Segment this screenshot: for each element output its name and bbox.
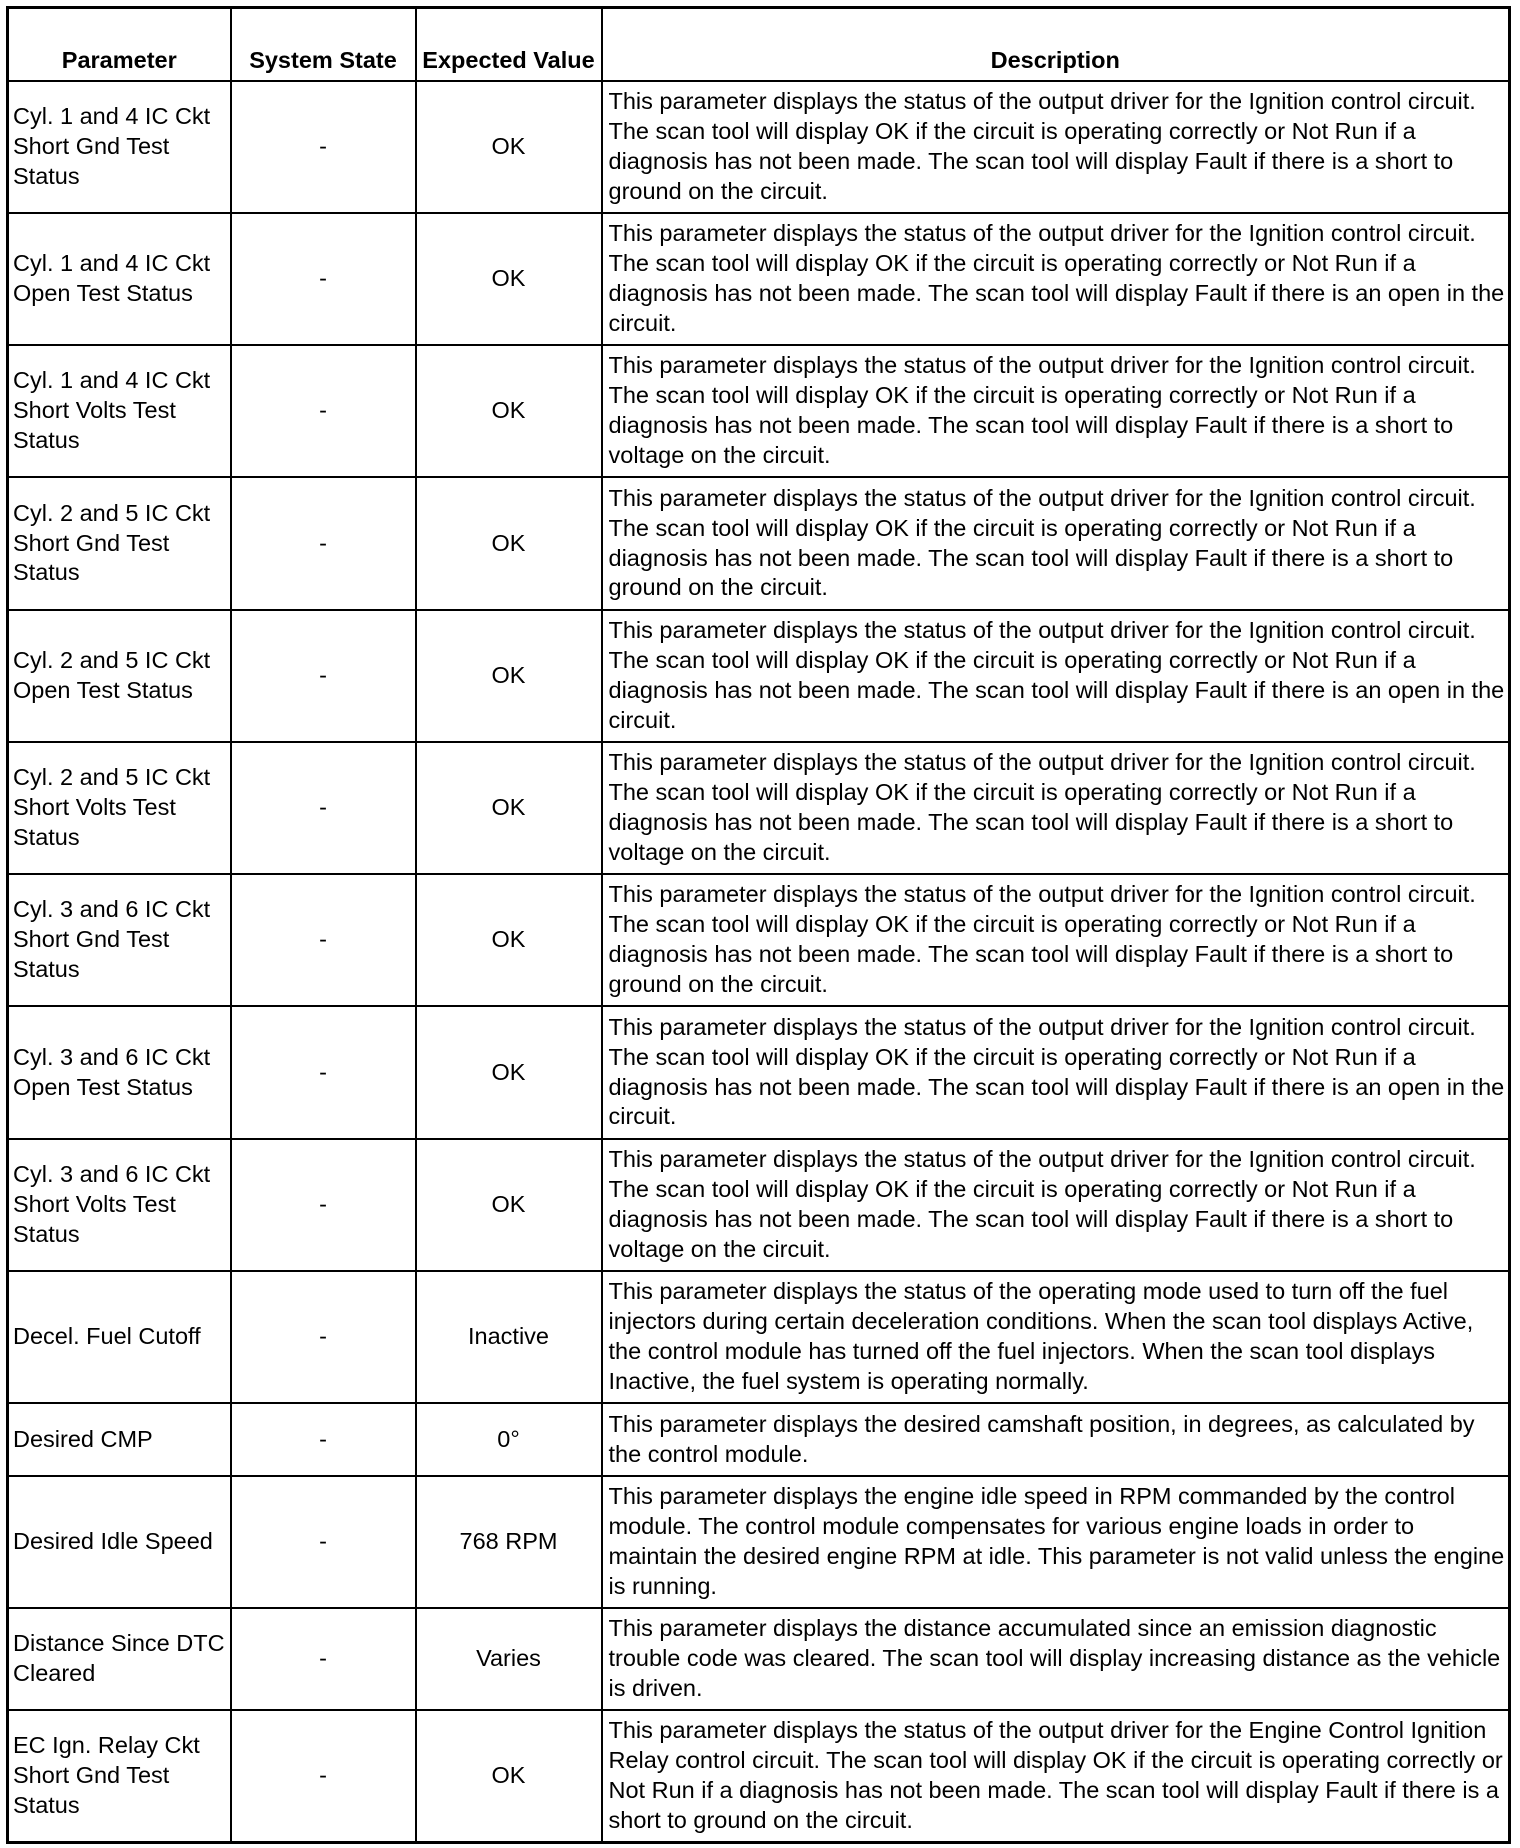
parameter-cell: Cyl. 1 and 4 IC Ckt Short Gnd Test Status — [8, 81, 231, 213]
expected-value-cell: OK — [416, 345, 602, 477]
table-row — [8, 742, 1510, 874]
parameter-cell: Cyl. 2 and 5 IC Ckt Short Volts Test Status — [8, 742, 231, 874]
expected-value-cell: 768 RPM — [416, 1476, 602, 1608]
expected-value-cell: OK — [416, 81, 602, 213]
description-cell: This parameter displays the status of the output driver for the Ignition control circuit. The scan tool will display OK if the circuit is operating correctly or Not Run if a diagnosis has not been made. The scan tool will display Fault if there is an open in the circuit. — [602, 610, 1510, 742]
expected-value-cell: OK — [416, 477, 602, 610]
table-row — [8, 610, 1510, 742]
parameter-cell: Distance Since DTC Cleared — [8, 1608, 231, 1710]
system-state-cell: - — [231, 345, 416, 477]
expected-value-cell: OK — [416, 874, 602, 1006]
table-row — [8, 874, 1510, 1006]
parameter-cell: Desired CMP — [8, 1403, 231, 1476]
parameter-cell: Desired Idle Speed — [8, 1476, 231, 1608]
table-row — [8, 213, 1510, 345]
expected-value-cell: OK — [416, 742, 602, 874]
table-row — [8, 81, 1510, 213]
description-cell: This parameter displays the status of the output driver for the Ignition control circuit. The scan tool will display OK if the circuit is operating correctly or Not Run if a diagnosis has not been made. The scan tool will display Fault if there is a short to ground on the circuit. — [602, 874, 1510, 1006]
expected-value-cell: OK — [416, 610, 602, 742]
description-cell: This parameter displays the status of the output driver for the Ignition control circuit. The scan tool will display OK if the circuit is operating correctly or Not Run if a diagnosis has not been made. The scan tool will display Fault if there is a short to voltage on the circuit. — [602, 1139, 1510, 1271]
header-parameter: Parameter — [8, 8, 231, 82]
description-cell: This parameter displays the distance accumulated since an emission diagnostic trouble code was cleared. The scan tool will display increasing distance as the vehicle is driven. — [602, 1608, 1510, 1710]
description-cell: This parameter displays the status of the operating mode used to turn off the fuel injectors during certain deceleration conditions. When the scan tool displays Active, the control module has turned off the fuel injectors. When the scan tool displays Inactive, the fuel system is operating normally. — [602, 1271, 1510, 1403]
system-state-cell: - — [231, 742, 416, 874]
system-state-cell: - — [231, 1476, 416, 1608]
description-cell: This parameter displays the status of the output driver for the Engine Control Ignition Relay control circuit. The scan tool will display OK if the circuit is operating correctly or Not Run if a diagnosis has not been made. The scan tool will display Fault if there is a short to ground on the circuit. — [602, 1710, 1510, 1842]
parameter-cell: Cyl. 2 and 5 IC Ckt Short Gnd Test Status — [8, 477, 231, 610]
system-state-cell: - — [231, 610, 416, 742]
header-system-state: System State — [231, 8, 416, 82]
description-cell: This parameter displays the status of the output driver for the Ignition control circuit. The scan tool will display OK if the circuit is operating correctly or Not Run if a diagnosis has not been made. The scan tool will display Fault if there is a short to voltage on the circuit. — [602, 345, 1510, 477]
table-row — [8, 1139, 1510, 1271]
table-row — [8, 1271, 1510, 1403]
system-state-cell: - — [231, 1403, 416, 1476]
description-cell: This parameter displays the status of the output driver for the Ignition control circuit. The scan tool will display OK if the circuit is operating correctly or Not Run if a diagnosis has not been made. The scan tool will display Fault if there is a short to ground on the circuit. — [602, 477, 1510, 610]
expected-value-cell: OK — [416, 213, 602, 345]
description-cell: This parameter displays the status of the output driver for the Ignition control circuit. The scan tool will display OK if the circuit is operating correctly or Not Run if a diagnosis has not been made. The scan tool will display Fault if there is a short to ground on the circuit. — [602, 81, 1510, 213]
parameter-cell: Cyl. 1 and 4 IC Ckt Open Test Status — [8, 213, 231, 345]
table-row — [8, 1476, 1510, 1608]
header-row — [8, 8, 1510, 82]
expected-value-cell: OK — [416, 1710, 602, 1842]
header-expected-value: Expected Value — [416, 8, 602, 82]
parameter-cell: Cyl. 3 and 6 IC Ckt Short Gnd Test Status — [8, 874, 231, 1006]
description-cell: This parameter displays the status of the output driver for the Ignition control circuit. The scan tool will display OK if the circuit is operating correctly or Not Run if a diagnosis has not been made. The scan tool will display Fault if there is an open in the circuit. — [602, 213, 1510, 345]
description-cell: This parameter displays the desired camshaft position, in degrees, as calculated by the control module. — [602, 1403, 1510, 1476]
system-state-cell: - — [231, 1710, 416, 1842]
system-state-cell: - — [231, 1139, 416, 1271]
table-row — [8, 1006, 1510, 1139]
system-state-cell: - — [231, 81, 416, 213]
table-row — [8, 1608, 1510, 1710]
system-state-cell: - — [231, 874, 416, 1006]
system-state-cell: - — [231, 1271, 416, 1403]
parameter-cell: Cyl. 3 and 6 IC Ckt Short Volts Test Status — [8, 1139, 231, 1271]
table-row — [8, 345, 1510, 477]
table-row — [8, 477, 1510, 610]
expected-value-cell: OK — [416, 1006, 602, 1139]
parameter-cell: EC Ign. Relay Ckt Short Gnd Test Status — [8, 1710, 231, 1842]
expected-value-cell: OK — [416, 1139, 602, 1271]
parameter-cell: Decel. Fuel Cutoff — [8, 1271, 231, 1403]
table-row — [8, 1403, 1510, 1476]
parameter-cell: Cyl. 2 and 5 IC Ckt Open Test Status — [8, 610, 231, 742]
expected-value-cell: Inactive — [416, 1271, 602, 1403]
system-state-cell: - — [231, 1608, 416, 1710]
expected-value-cell: Varies — [416, 1608, 602, 1710]
header-description: Description — [602, 8, 1510, 82]
description-cell: This parameter displays the engine idle speed in RPM commanded by the control module. The control module compensates for various engine loads in order to maintain the desired engine RPM at idle. This parameter is not valid unless the engine is running. — [602, 1476, 1510, 1608]
parameter-table — [6, 6, 1511, 1844]
parameter-cell: Cyl. 1 and 4 IC Ckt Short Volts Test Status — [8, 345, 231, 477]
system-state-cell: - — [231, 1006, 416, 1139]
description-cell: This parameter displays the status of the output driver for the Ignition control circuit. The scan tool will display OK if the circuit is operating correctly or Not Run if a diagnosis has not been made. The scan tool will display Fault if there is an open in the circuit. — [602, 1006, 1510, 1139]
table-row — [8, 1710, 1510, 1842]
system-state-cell: - — [231, 477, 416, 610]
parameter-cell: Cyl. 3 and 6 IC Ckt Open Test Status — [8, 1006, 231, 1139]
expected-value-cell: 0° — [416, 1403, 602, 1476]
system-state-cell: - — [231, 213, 416, 345]
description-cell: This parameter displays the status of the output driver for the Ignition control circuit. The scan tool will display OK if the circuit is operating correctly or Not Run if a diagnosis has not been made. The scan tool will display Fault if there is a short to voltage on the circuit. — [602, 742, 1510, 874]
